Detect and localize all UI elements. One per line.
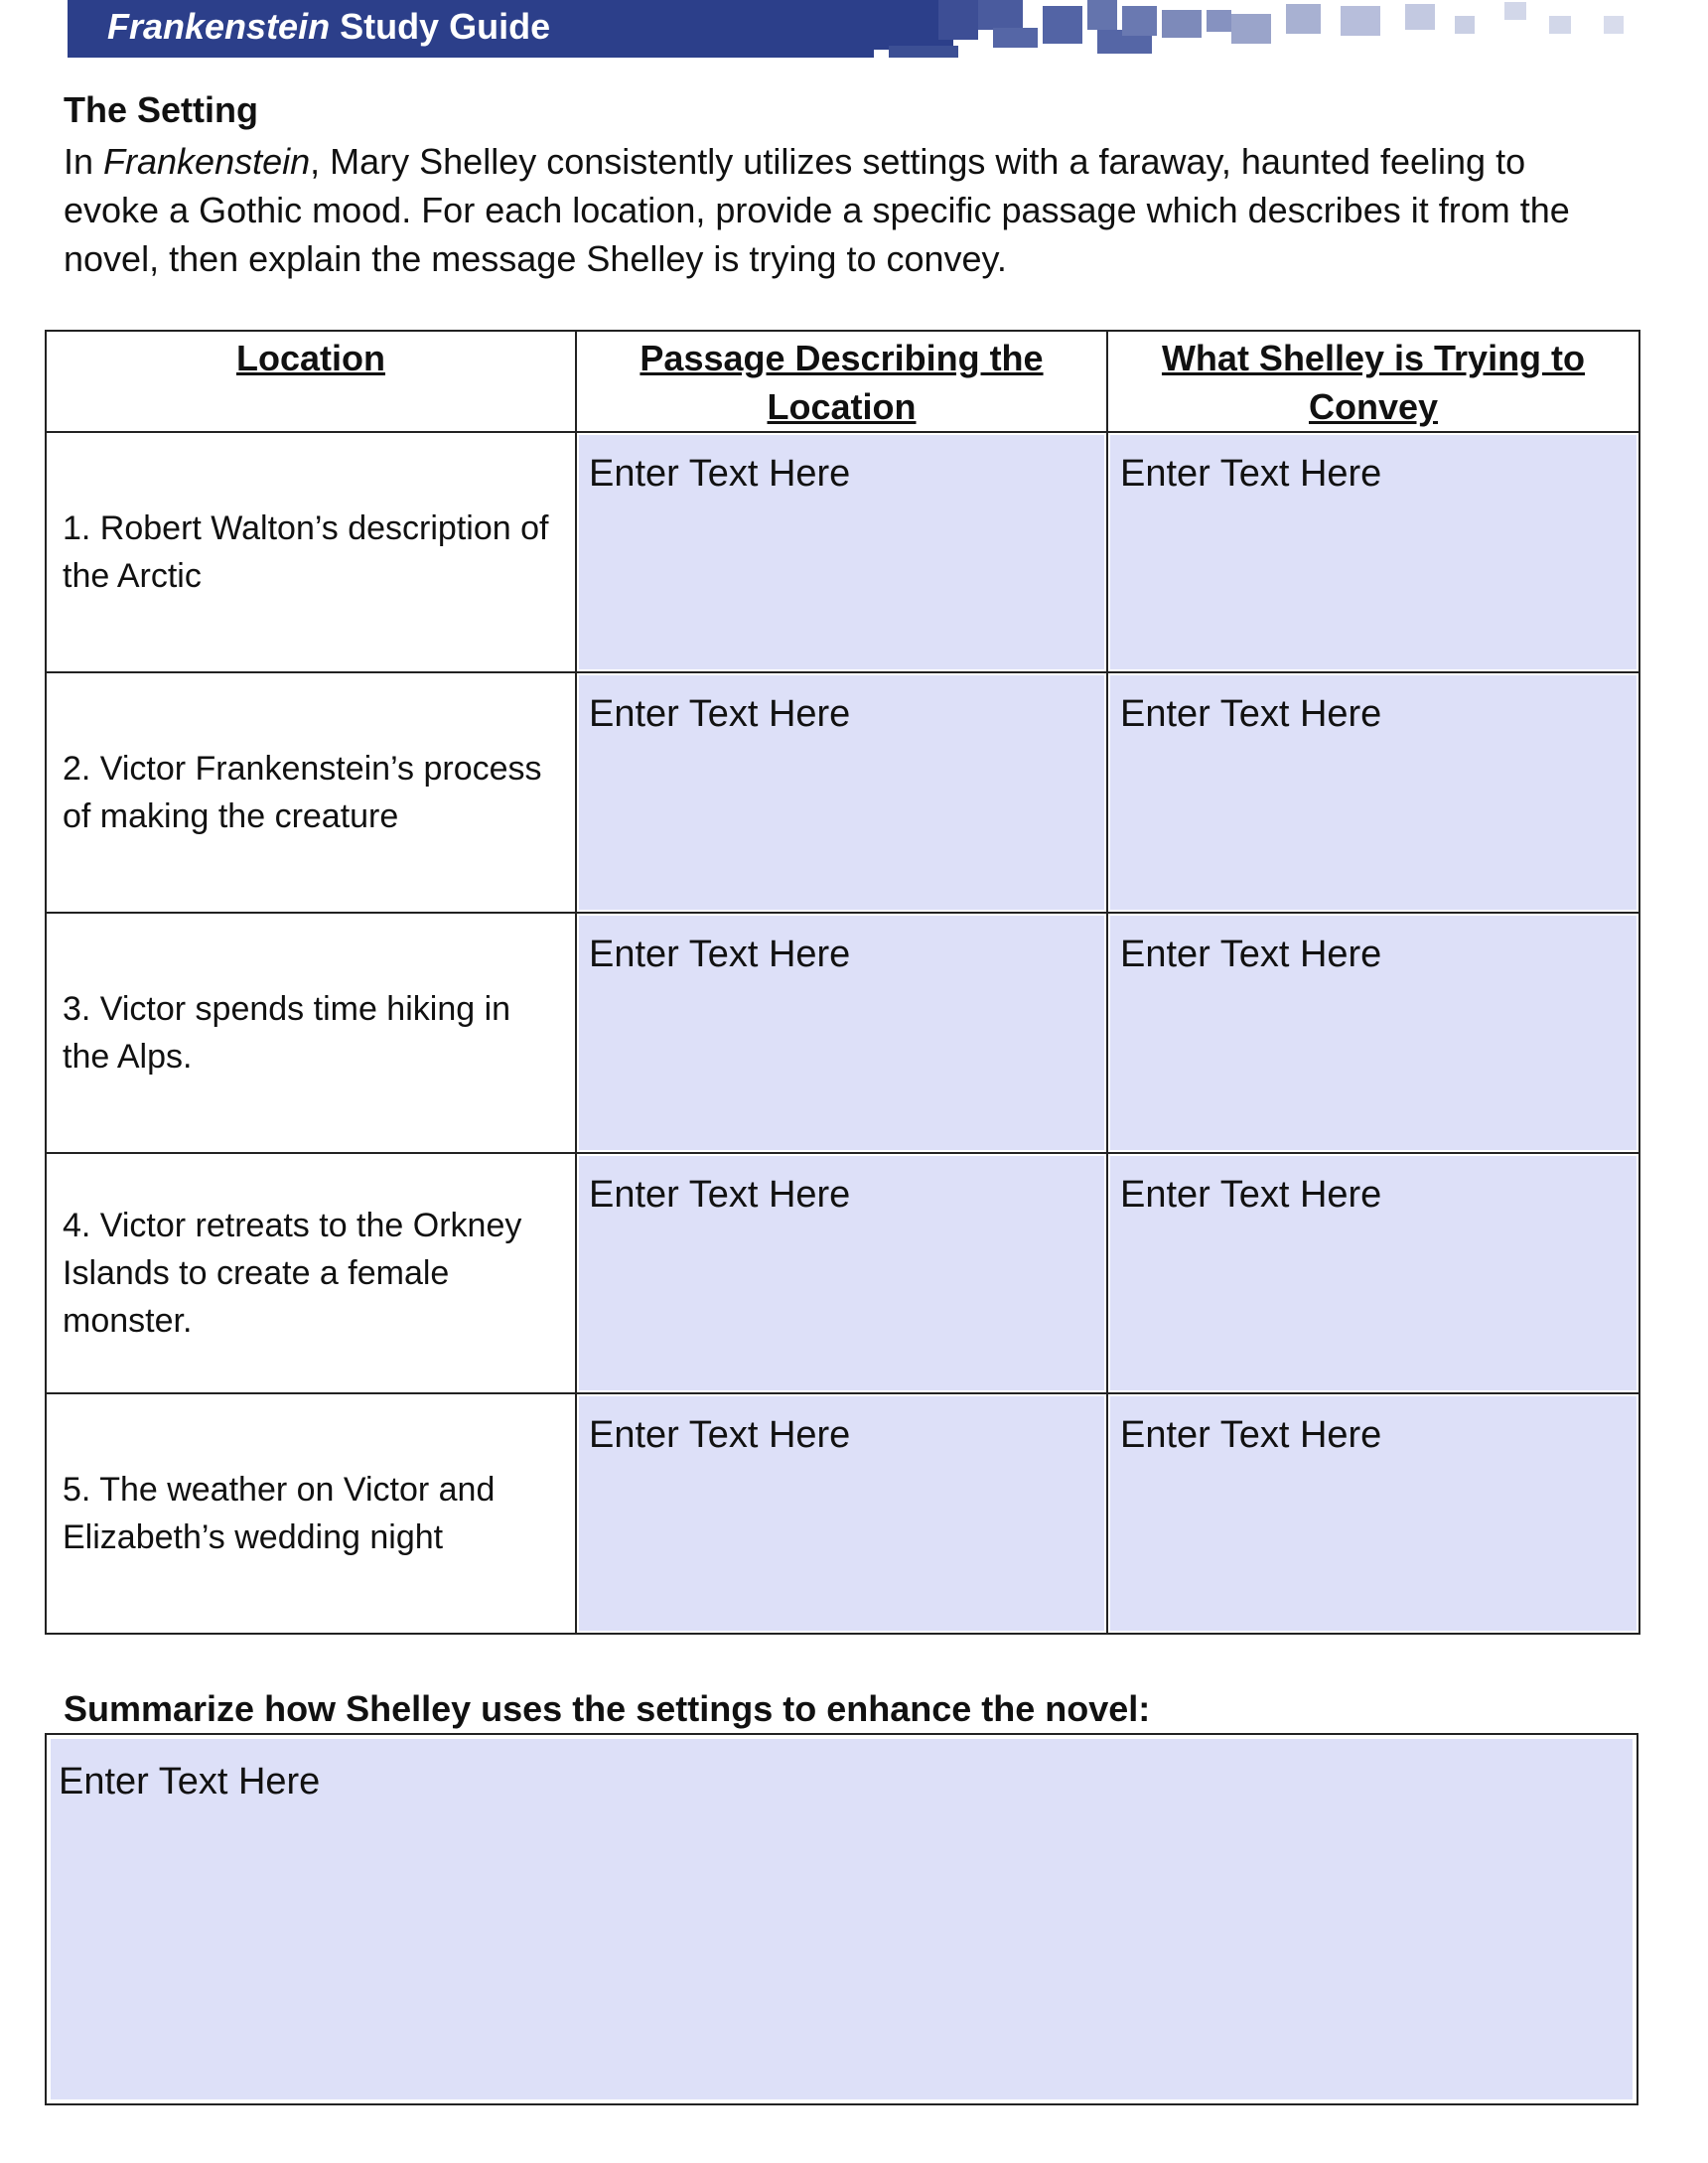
convey-cell (1107, 1153, 1639, 1393)
section-heading: The Setting (64, 89, 258, 130)
passage-input[interactable]: Enter Text Here (579, 675, 1104, 910)
column-header-passage (576, 331, 1107, 432)
passage-cell (576, 913, 1107, 1153)
location-cell (46, 432, 576, 672)
passage-input[interactable]: Enter Text Here (579, 916, 1104, 1150)
passage-cell (576, 1393, 1107, 1634)
settings-table (45, 330, 1640, 1635)
location-text: 1. Robert Walton’s description of the Arctic (63, 509, 549, 595)
column-header-location: Location (46, 331, 576, 432)
passage-input[interactable]: Enter Text Here (579, 435, 1104, 669)
convey-input[interactable]: Enter Text Here (1110, 675, 1637, 910)
convey-cell (1107, 1393, 1639, 1634)
location-text: 4. Victor retreats to the Orkney Islands to create a female monster. (63, 1207, 522, 1340)
location-text: 3. Victor spends time hiking in the Alps. (63, 990, 511, 1076)
location-cell (46, 1153, 576, 1393)
table-row (46, 432, 1639, 672)
summary-prompt: Summarize how Shelley uses the settings to enhance the novel: (64, 1688, 1151, 1729)
summary-box (45, 1733, 1638, 2105)
location-cell (46, 1393, 576, 1634)
column-header-convey-text: What Shelley is Trying to Convey (1161, 338, 1586, 427)
table-row (46, 913, 1639, 1153)
location-text: 2. Victor Frankenstein’s process of making the creature (63, 750, 542, 835)
passage-cell (576, 432, 1107, 672)
passage-input[interactable]: Enter Text Here (579, 1396, 1104, 1631)
table-row (46, 1393, 1639, 1634)
intro-italic: Frankenstein (103, 141, 311, 182)
intro-rest: , Mary Shelley consistently utilizes settings with a faraway, haunted feeling to evoke a Gothic mood. For each location, provide a specific passage which describes it from the novel, then explain the message Shelley is trying to convey. (64, 141, 1570, 279)
column-header-passage-text: Passage Describing the Location (640, 338, 1044, 427)
convey-cell (1107, 672, 1639, 913)
table-row (46, 672, 1639, 913)
page-title-italic: Frankenstein (107, 6, 331, 47)
convey-input[interactable]: Enter Text Here (1110, 916, 1637, 1150)
summary-input[interactable]: Enter Text Here (51, 1739, 1633, 2099)
location-cell (46, 672, 576, 913)
location-cell (46, 913, 576, 1153)
convey-input[interactable]: Enter Text Here (1110, 1396, 1637, 1631)
convey-input[interactable]: Enter Text Here (1110, 435, 1637, 669)
column-header-convey (1107, 331, 1639, 432)
page-title-rest: Study Guide (330, 6, 551, 47)
passage-cell (576, 672, 1107, 913)
passage-cell (576, 1153, 1107, 1393)
location-text: 5. The weather on Victor and Elizabeth’s wedding night (63, 1471, 496, 1556)
convey-cell (1107, 432, 1639, 672)
table-row (46, 1153, 1639, 1393)
header-banner (68, 0, 874, 58)
convey-input[interactable]: Enter Text Here (1110, 1156, 1637, 1390)
intro-paragraph (64, 137, 1613, 283)
table-header-row (46, 331, 1639, 432)
passage-input[interactable]: Enter Text Here (579, 1156, 1104, 1390)
page-title (107, 6, 550, 48)
intro-prefix: In (64, 141, 104, 182)
convey-cell (1107, 913, 1639, 1153)
